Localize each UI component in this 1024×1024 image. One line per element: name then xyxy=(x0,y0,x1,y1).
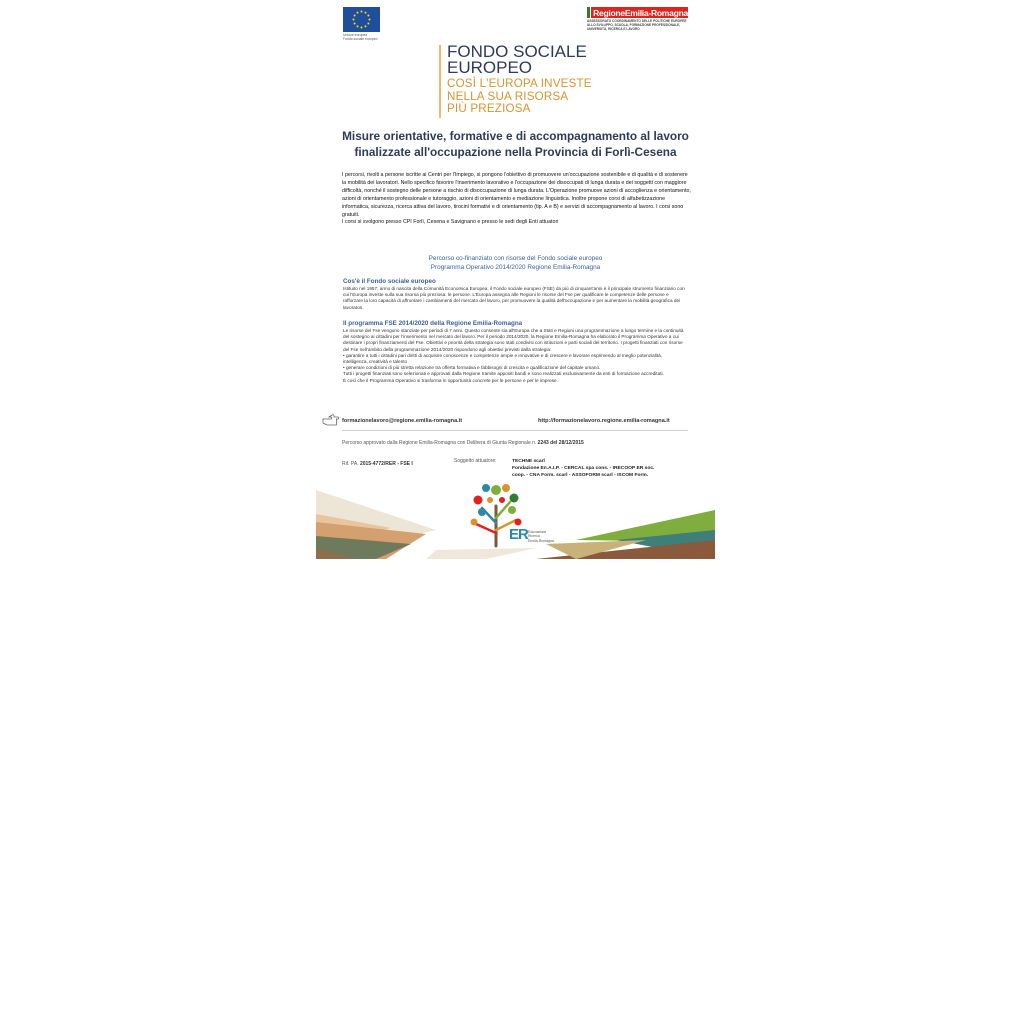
reference-code: Rif. PA. 2015-4772/RER - FSE I xyxy=(342,461,413,467)
eu-flag-icon xyxy=(343,7,380,32)
section-programma-title: Il programma FSE 2014/2020 della Regione Emilia-Romagna xyxy=(343,320,523,327)
fse-title: FONDO SOCIALE EUROPEO xyxy=(447,42,587,77)
approval-note: Percorso approvato dalla Regione Emilia-Romagna con Delibera di Giunta Regionale n. 2243 del 28/12/2015 xyxy=(342,440,584,446)
cofinanced-note: Percorso co-finanziato con risorse del Fondo sociale europeo Programma Operativo 2014/2020 Regione Emilia-Romagna xyxy=(428,255,603,271)
email-link[interactable]: formazionelavoro@regione.emilia-romagna.it xyxy=(342,418,463,424)
pointing-hand-icon xyxy=(322,413,340,427)
er-mark: ER xyxy=(509,526,528,543)
eu-caption: Unione europea Fondo sociale europeo xyxy=(343,33,378,41)
title-accent-bar xyxy=(439,45,441,118)
website-link[interactable]: http://formazionelavoro.regione.emilia-romagna.it xyxy=(538,418,670,424)
soggetto-attuatore-value: TECHNE scarl Fondazione En.A.I.P. - CERCAL spa cons. - IRECOOP ER soc. coop. - CNA Form. scarl - ASSOFORM scarl - ISCOM Form. xyxy=(512,459,655,478)
main-heading: Misure orientative, formative e di accompagnamento al lavoro finalizzate all'occupazione nella Provincia di Forlì-Cesena xyxy=(342,129,689,159)
er-logo-text: Educazione Ricerca Emilia-Romagna xyxy=(528,530,554,543)
section-fse-title: Cos'è il Fondo sociale europeo xyxy=(343,278,436,285)
fse-subtitle: COSÌ L'EUROPA INVESTE NELLA SUA RISORSA PIÙ PREZIOSA xyxy=(447,77,592,115)
section-fse-text: Istituito nel 1957, anno di nascita della Comunità Economica Europea, il Fondo sociale europeo (FSE) da più di cinquant'anni è il principale strumento finanziario con cui l'Europa investe sulla sua risorsa più preziosa: le persone. L'Europa assegna alle Regioni le risorse del Fse per qualificare le competenze delle persone e rafforzare la loro capacità di affrontare i cambiamenti del mercato del lavoro, per promuovere la qualità dell'occupazione e per aumentare la mobilità geografica dei lavoratori. xyxy=(343,286,685,310)
regione-subtitle: ASSESSORATO COORDINAMENTO DELLE POLITICHE EUROPEE ALLO SVILUPPO, SCUOLA, FORMAZIONE PROFESSIONALE, UNIVERSITÀ, RICERCA E LAVORO xyxy=(587,19,687,31)
divider xyxy=(342,430,688,431)
intro-text: I percorsi, rivolti a persone iscritte ai Centri per l'Impiego, si pongono l'obiettivo di promuovere un'occupazione sostenibile e di qualità e di sostenere la mobilità dei lavoratori. Nello specifico favorire l'inserimento lavorativo e l'occupazione dei disoccupati di lunga durata e dei soggetti con maggiore difficoltà, nonché il sostegno delle persone a rischio di disoccupazione di lunga durata. L'Operazione promuove azioni di accoglienza e orientamento, azioni di orientamento professionale e tutoraggio, azioni di orientamento e mediazione linguistica. Inoltre propone corsi di alfabetizzazione informatica, sicurezza, ricerca attiva del lavoro, tirocini formativi e di orientamento (tip. A e B) e servizi di accompagnamento al lavoro. I corsi sono gratuiti. I corsi si svolgono presso CPI Forlì, Cesena e Savignano e presso le sedi degli Enti attuatori xyxy=(342,172,691,226)
regione-emilia-romagna-logo: RegioneEmilia-Romagna xyxy=(587,7,688,18)
soggetto-attuatore-label: Soggetto attuatore: xyxy=(454,458,497,464)
section-programma-text: Le risorse del Fse vengono stanziate per periodi di 7 anni. Questo consente sia all'Europa che a Stati e Regioni una programmazione a lungo termine e la continuità del sostegno ai cittadini per l'inserimento nel mercato del lavoro. Per il periodo 2014/2020, la Regione Emilia-Romagna ha elaborato il Programma Operativo a cui destinare i propri finanziamenti del Fse. Obiettivi e priorità della strategia sono stati condivisi con istituzioni e parti sociali del territorio. I progetti finanziati con risorse del Fse nell'ambito della programmazione 2014/2020 rispondono agli obiettivi previsti dalla strategia: • garantire a tutti i cittadini pari diritti di acquisire conoscenze e competenze ampie e innovative e di crescere e lavorare esprimendo al meglio potenzialità, intelligenza, creatività e talento • generare condizioni di più stretta relazione tra offerta formativa e fabbisogni di crescita e qualificazione del capitale umano. Tutti i progetti finanziati sono selezionati e approvati dalla Regione tramite appositi bandi e sono realizzati esclusivamente da enti di formazione accreditati. È così che il Programma Operativo si trasforma in opportunità concrete per le persone e per le imprese. xyxy=(343,328,684,383)
fse-poster xyxy=(316,0,715,559)
